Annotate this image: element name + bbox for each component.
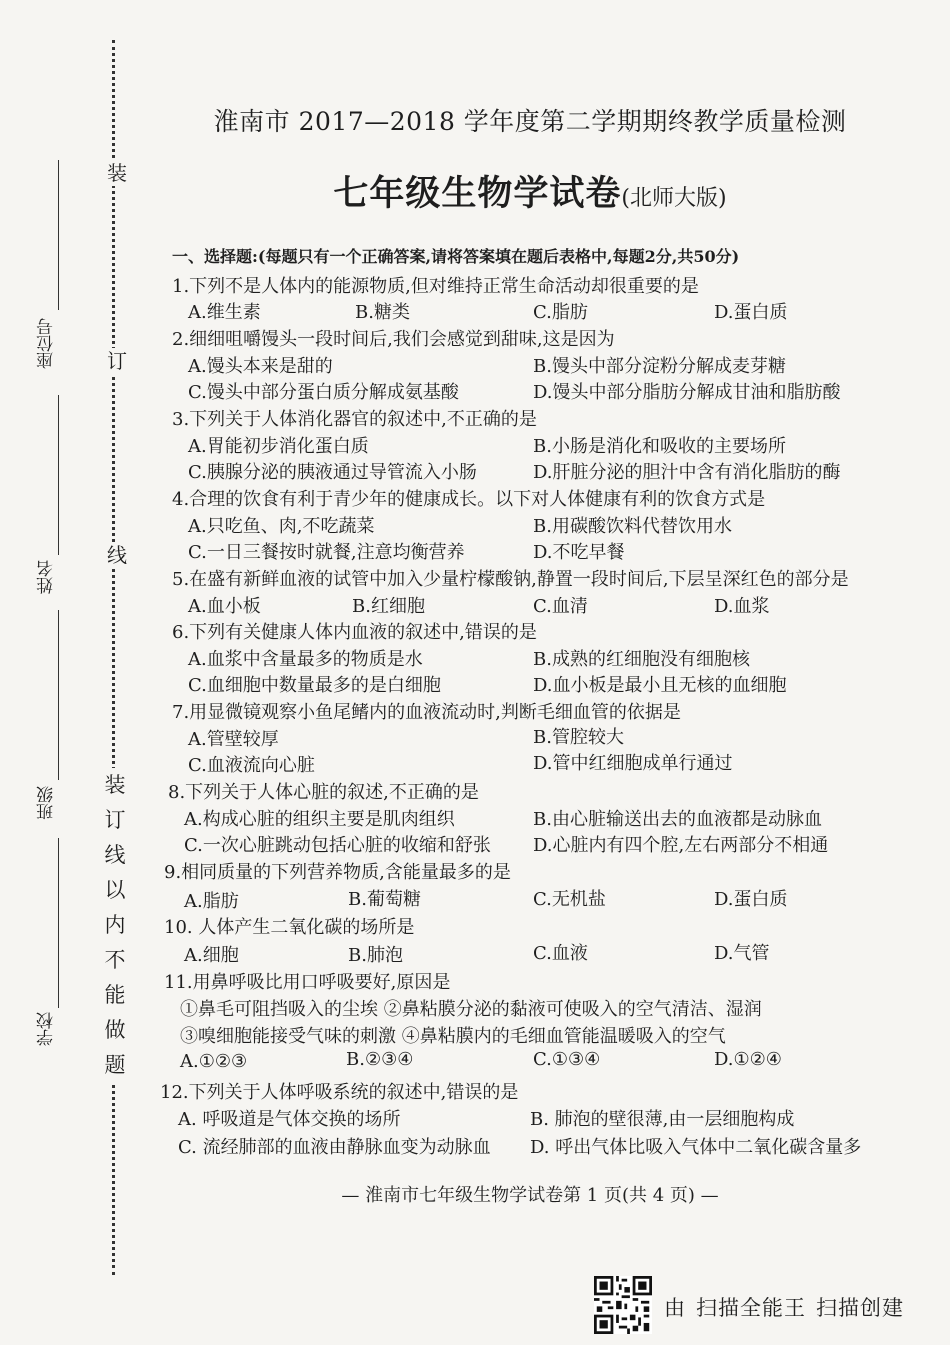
- exam-title: [0, 166, 950, 216]
- option: A.细胞: [184, 945, 239, 966]
- option: D.不吃早餐: [533, 542, 625, 563]
- statement-line: ①鼻毛可阻挡吸入的尘埃 ②鼻粘膜分泌的黏液可使吸入的空气清洁、湿润: [180, 999, 762, 1020]
- option: C.血清: [533, 596, 588, 617]
- option: A. 呼吸道是气体交换的场所: [178, 1109, 401, 1130]
- watermark-app-name: 扫描全能王: [696, 1296, 806, 1320]
- seal-char: 题: [100, 1048, 130, 1083]
- option: A.只吃鱼、肉,不吃蔬菜: [188, 516, 375, 537]
- option: A.①②③: [180, 1051, 248, 1072]
- watermark-prefix: 由: [664, 1296, 686, 1320]
- question-stem: 2.细细咀嚼馒头一段时间后,我们会感觉到甜味,这是因为: [172, 329, 615, 350]
- qr-code-icon: [594, 1276, 652, 1334]
- option: C.无机盐: [533, 889, 606, 910]
- question-stem: 12.下列关于人体呼吸系统的叙述中,错误的是: [160, 1082, 519, 1103]
- option: B.肺泡: [348, 945, 403, 966]
- option: B.馒头中部分淀粉分解成麦芽糖: [533, 356, 786, 377]
- exam-title-main: 七年级生物学试卷: [333, 173, 622, 214]
- question-stem: 10. 人体产生二氧化碳的场所是: [164, 917, 415, 938]
- option: B.管腔较大: [533, 727, 624, 748]
- option: D.心脏内有四个腔,左右两部分不相通: [533, 835, 829, 856]
- name-line: [58, 395, 59, 555]
- option: D.馒头中部分脂肪分解成甘油和脂肪酸: [533, 382, 841, 403]
- seal-char-xian: 线: [104, 542, 130, 568]
- option: A.脂肪: [184, 891, 239, 912]
- option: D.管中红细胞成单行通过: [533, 753, 733, 774]
- question-stem: 11.用鼻呼吸比用口呼吸要好,原因是: [164, 972, 451, 993]
- seat-number-label: 座位号: [37, 318, 57, 369]
- page-footer: — 淮南市七年级生物学试卷第 1 页(共 4 页) —: [341, 1185, 719, 1206]
- option: D.蛋白质: [714, 889, 788, 910]
- option: D.气管: [714, 943, 770, 964]
- seal-char-zhuang: 装: [104, 160, 130, 186]
- option: D.肝脏分泌的胆汁中含有消化脂肪的酶: [533, 462, 841, 483]
- seal-char: 以: [100, 873, 130, 908]
- question-stem: 6.下列有关健康人体内血液的叙述中,错误的是: [172, 622, 537, 643]
- question-stem: 7.用显微镜观察小鱼尾鳍内的血液流动时,判断毛细血管的依据是: [172, 702, 681, 723]
- question-stem: 8.下列关于人体心脏的叙述,不正确的是: [168, 782, 479, 803]
- option: A.构成心脏的组织主要是肌肉组织: [184, 809, 455, 830]
- option: C.①③④: [533, 1049, 601, 1070]
- option: C.血细胞中数量最多的是白细胞: [188, 675, 441, 696]
- option: A.胃能初步消化蛋白质: [188, 436, 369, 457]
- school-label: 学校: [37, 1012, 57, 1046]
- option: C. 流经肺部的血液由静脉血变为动脉血: [178, 1137, 491, 1158]
- option: D.①②④: [714, 1049, 782, 1070]
- option: D.蛋白质: [714, 302, 788, 323]
- question-stem: 1.下列不是人体内的能源物质,但对维持正常生命活动却很重要的是: [172, 276, 699, 297]
- option: B.小肠是消化和吸收的主要场所: [533, 436, 786, 457]
- option: B.用碳酸饮料代替饮用水: [533, 516, 732, 537]
- option: C.馒头中部分蛋白质分解成氨基酸: [188, 382, 459, 403]
- option: D.血浆: [714, 596, 770, 617]
- seal-char: 内: [100, 908, 130, 943]
- section-heading: 一、选择题:(每题只有一个正确答案,请将答案填在题后表格中,每题2分,共50分): [172, 247, 740, 266]
- class-label: 班级: [37, 786, 57, 820]
- seal-char: 装: [100, 768, 130, 803]
- option: B.由心脏输送出去的血液都是动脉血: [533, 809, 822, 830]
- option: B.成熟的红细胞没有细胞核: [533, 649, 750, 670]
- seal-char: 订: [100, 803, 130, 838]
- option: C.一日三餐按时就餐,注意均衡营养: [188, 542, 465, 563]
- exam-title-edition: (北师大版): [621, 186, 727, 211]
- question-stem: 9.相同质量的下列营养物质,含能量最多的是: [164, 862, 511, 883]
- option: C.脂肪: [533, 302, 588, 323]
- exam-header-title: 淮南市 2017—2018 学年度第二学期期终教学质量检测: [213, 107, 847, 136]
- option: B.红细胞: [352, 596, 425, 617]
- school-line: [58, 838, 59, 1008]
- name-label: 姓名: [37, 560, 57, 594]
- option: A.管壁较厚: [188, 729, 279, 750]
- option: B.②③④: [346, 1049, 414, 1070]
- scanner-watermark: [664, 1292, 914, 1322]
- statement-line: ③嗅细胞能接受气味的刺激 ④鼻粘膜内的毛细血管能温暖吸入的空气: [180, 1026, 726, 1047]
- option: C.一次心脏跳动包括心脏的收缩和舒张: [184, 835, 491, 856]
- option: C.血液流向心脏: [188, 755, 315, 776]
- seal-char: 线: [100, 838, 130, 873]
- binding-dotted-line: [112, 40, 115, 1275]
- option: B.糖类: [355, 302, 410, 323]
- question-stem: 4.合理的饮食有利于青少年的健康成长。以下对人体健康有利的饮食方式是: [172, 489, 766, 510]
- option: C.胰腺分泌的胰液通过导管流入小肠: [188, 462, 477, 483]
- option: D.血小板是最小且无核的血细胞: [533, 675, 787, 696]
- question-stem: 3.下列关于人体消化器官的叙述中,不正确的是: [172, 409, 537, 430]
- seal-warning-text: [100, 768, 130, 1083]
- seal-char: 不: [100, 943, 130, 978]
- option: A.维生素: [188, 302, 261, 323]
- option: D. 呼出气体比吸入气体中二氧化碳含量多: [530, 1137, 862, 1158]
- watermark-suffix: 扫描创建: [816, 1296, 904, 1320]
- class-line: [58, 610, 59, 780]
- question-stem: 5.在盛有新鲜血液的试管中加入少量柠檬酸钠,静置一段时间后,下层呈深红色的部分是: [172, 569, 849, 590]
- option: B.葡萄糖: [348, 889, 421, 910]
- option: A.血浆中含量最多的物质是水: [188, 649, 423, 670]
- option: C.血液: [533, 943, 588, 964]
- seal-char-ding: 订: [104, 348, 130, 374]
- option: B. 肺泡的壁很薄,由一层细胞构成: [530, 1109, 795, 1130]
- seal-char: 做: [100, 1013, 130, 1048]
- option: A.血小板: [188, 596, 261, 617]
- option: A.馒头本来是甜的: [188, 356, 333, 377]
- seal-char: 能: [100, 978, 130, 1013]
